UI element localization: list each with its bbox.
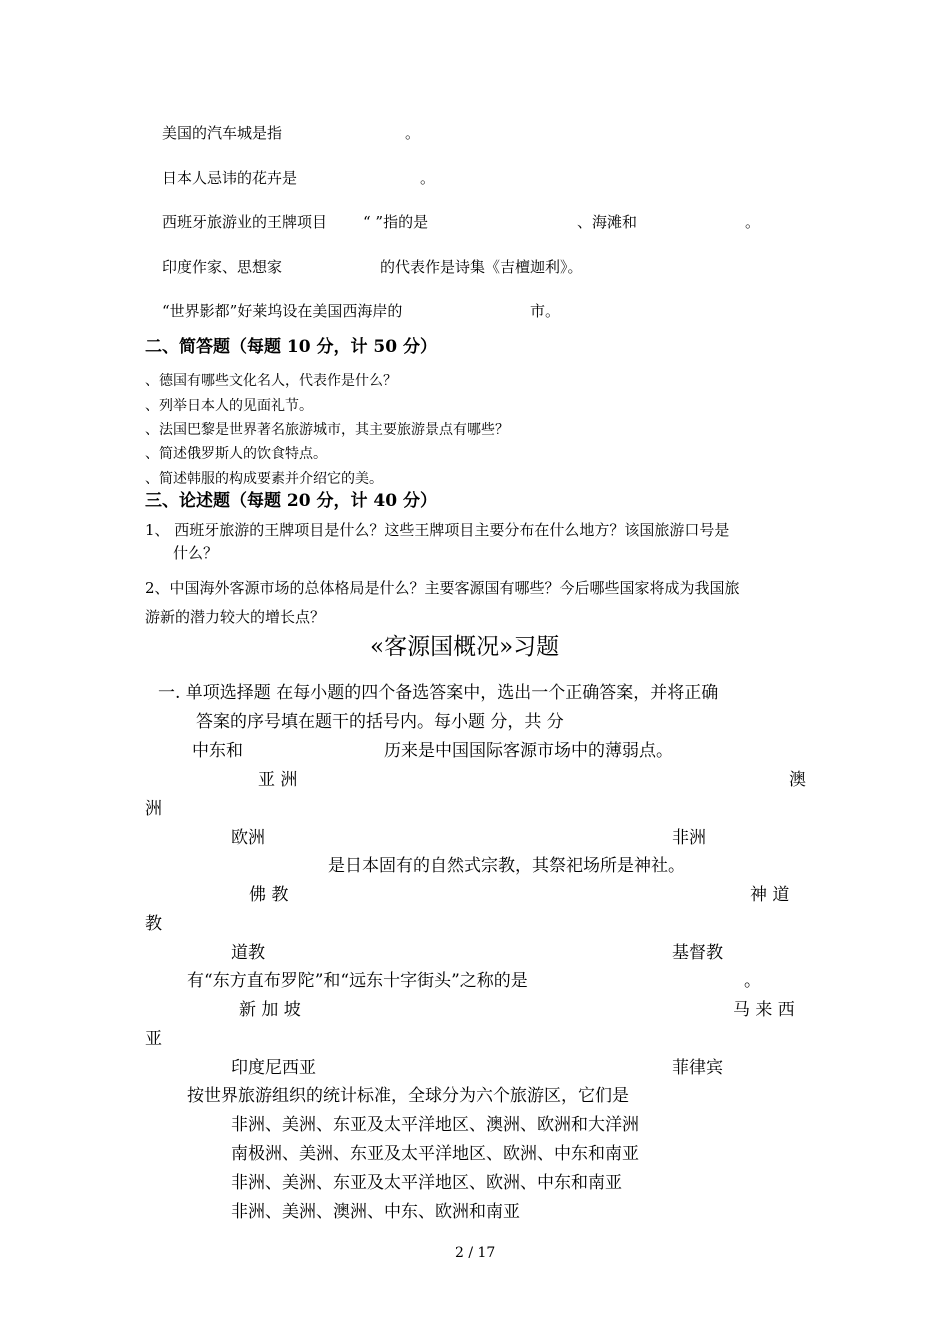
essay-q1-line2: 什么？ (173, 544, 219, 562)
q1-option-b-wrap: 洲 (145, 799, 162, 819)
q3-option-a: 新 加 坡 (239, 1000, 301, 1020)
fill-q4-rest: 的代表作是诗集《吉檀迦利》。 (380, 258, 583, 276)
fill-q1-text: 美国的汽车城是指 (162, 124, 283, 142)
essay-heading: 三、论述题（每题 20 分，计 40 分） (145, 491, 437, 511)
q4-option: 非洲、美洲、东亚及太平洋地区、欧洲、中东和南亚 (231, 1173, 622, 1193)
section-one-line2: 答案的序号填在题干的括号内。每小题 分，共 分 (196, 712, 564, 732)
fill-q2-end: 。 (420, 169, 436, 187)
q1-stem-b: 历来是中国国际客源市场中的薄弱点。 (384, 741, 673, 761)
section-one-line1: 一. 单项选择题 在每小题的四个备选答案中，选出一个正确答案，并将正确 (158, 683, 719, 703)
q2-stem: 是日本固有的自然式宗教，其祭祀场所是神社。 (328, 856, 685, 876)
fill-q5-text: “世界影都”好莱坞设在美国西海岸的 (162, 302, 403, 320)
fill-q3-mid: 、海滩和 (577, 213, 638, 231)
fill-q2-text: 日本人忌讳的花卉是 (162, 169, 298, 187)
q3-stem: 有“东方直布罗陀”和“远东十字街头”之称的是 (187, 971, 528, 991)
essay-q2-line1: 2、中国海外客源市场的总体格局是什么？主要客源国有哪些？今后哪些国家将成为我国旅 (145, 579, 740, 597)
short-answer-item: 、简述俄罗斯人的饮食特点。 (145, 446, 327, 462)
fill-q5-rest: 市。 (530, 302, 561, 320)
short-answer-heading: 二、简答题（每题 10 分，计 50 分） (145, 337, 437, 357)
q2-option-b: 神 道 (750, 885, 790, 905)
essay-q1-line1: 1、 西班牙旅游的王牌项目是什么？这些王牌项目主要分布在什么地方？该国旅游口号是 (145, 521, 730, 539)
q1-stem-a: 中东和 (192, 741, 243, 761)
q1-option-d: 非洲 (672, 828, 706, 848)
q2-option-c: 道教 (231, 943, 265, 963)
q4-stem: 按世界旅游组织的统计标准，全球分为六个旅游区，它们是 (187, 1086, 629, 1106)
q2-option-b-wrap: 教 (145, 914, 162, 934)
q1-option-b: 澳 (789, 770, 806, 790)
q4-option: 南极洲、美洲、东亚及太平洋地区、欧洲、中东和南亚 (231, 1144, 639, 1164)
short-answer-item: 、列举日本人的见面礼节。 (145, 398, 313, 414)
q4-option: 非洲、美洲、东亚及太平洋地区、澳洲、欧洲和大洋洲 (231, 1115, 639, 1135)
fill-q1-end: 。 (405, 124, 421, 142)
fill-q4-text: 印度作家、思想家 (162, 258, 283, 276)
q3-stem-end: 。 (744, 971, 761, 991)
fill-q3-quote: “ ”指的是 (363, 213, 429, 231)
q3-option-b: 马 来 西 (733, 1000, 795, 1020)
q2-option-d: 基督教 (672, 943, 723, 963)
short-answer-item: 、法国巴黎是世界著名旅游城市，其主要旅游景点有哪些？ (145, 422, 509, 438)
short-answer-item: 、简述韩服的构成要素并介绍它的美。 (145, 471, 383, 487)
q2-option-a: 佛 教 (249, 885, 289, 905)
fill-q3-text: 西班牙旅游业的王牌项目 (162, 213, 328, 231)
q3-option-b-wrap: 亚 (145, 1029, 162, 1049)
page-number: 2 / 17 (455, 1245, 496, 1261)
fill-q3-end: 。 (745, 213, 761, 231)
q3-option-d: 菲律宾 (672, 1058, 723, 1078)
exercise-title: «客源国概况»习题 (370, 634, 560, 660)
q1-option-c: 欧洲 (231, 828, 265, 848)
q1-option-a: 亚 洲 (258, 770, 298, 790)
short-answer-item: 、德国有哪些文化名人，代表作是什么？ (145, 373, 397, 389)
essay-q2-line2: 游新的潜力较大的增长点？ (145, 608, 326, 626)
q4-option: 非洲、美洲、澳洲、中东、欧洲和南亚 (231, 1202, 520, 1222)
q3-option-c: 印度尼西亚 (231, 1058, 316, 1078)
